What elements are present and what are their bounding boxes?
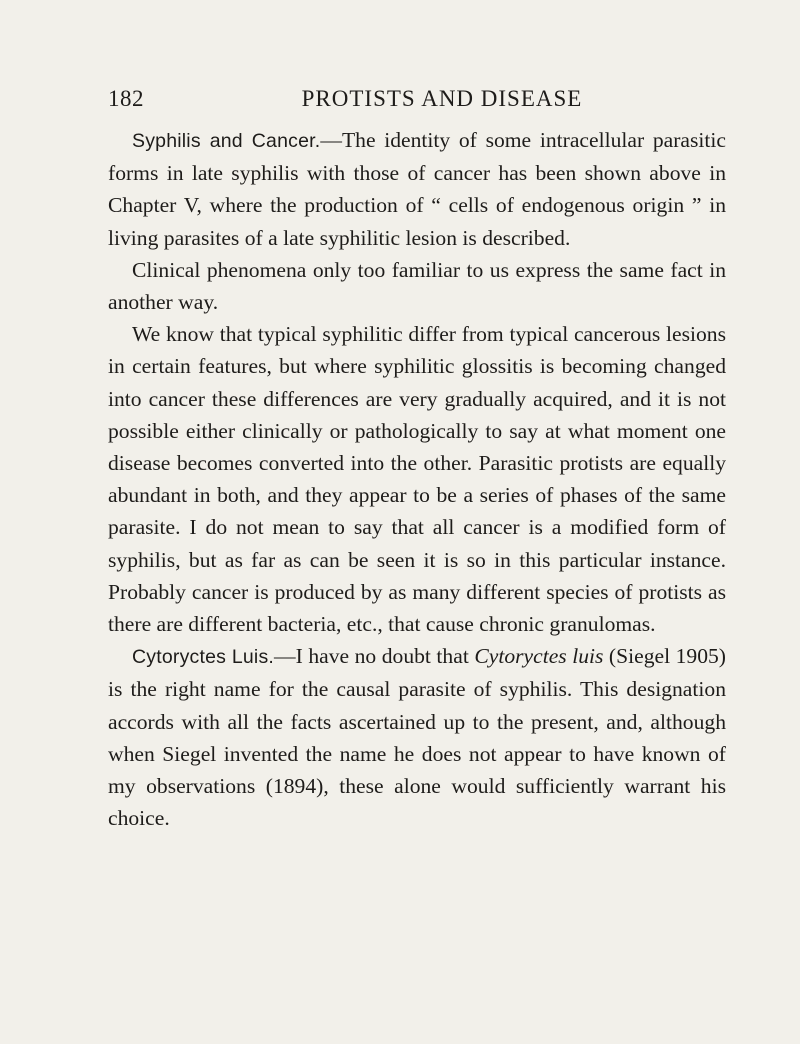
paragraph-text: (Siegel 1905) is the right name for the causal parasite of syphilis. This designation accords with all the facts ascertained up to the present, and, although when Siegel invented the name he does not appear to have known of my observations (1894), these alone would sufficiently warrant his choice. bbox=[108, 644, 726, 831]
paragraph-text: —The identity of some intracellular parasitic forms in late syphilis with those of cancer has been shown above in Chapter V, where the production of “ cells of endogenous origin ” in living parasites of a late syphilitic lesion is described. bbox=[108, 128, 726, 250]
body-text bbox=[108, 124, 726, 834]
paragraph-text: We know that typical syphilitic differ from typical cancerous lesions in certain features, but where syphilitic glossitis is becoming changed into cancer these differences are very gradually acquired, and it is not possible either clinically or pathologically to say at what moment one disease becomes converted into the other. Parasitic protists are equally abundant in both, and they appear to be a series of phases of the same parasite. I do not mean to say that all cancer is a modified form of syphilis, but as far as can be seen it is so in this particular instance. Probably cancer is produced by as many different species of protists as there are different bacteria, etc., that cause chronic granulomas. bbox=[108, 322, 726, 637]
page-header bbox=[108, 86, 724, 122]
paragraph-text: —I have no doubt that bbox=[274, 644, 475, 669]
running-title: PROTISTS AND DISEASE bbox=[301, 86, 583, 111]
section-heading-cytoryctes-luis: Cytoryctes Luis. bbox=[132, 646, 275, 669]
species-name: Cytoryctes luis bbox=[474, 644, 604, 669]
paragraph-syphilis-and-cancer bbox=[108, 124, 726, 254]
page-number: 182 bbox=[108, 86, 144, 111]
paragraph-clinical-phenomena bbox=[108, 254, 726, 318]
paragraph-text: Clinical phenomena only too familiar to us express the same fact in another way. bbox=[108, 257, 726, 315]
section-heading-syphilis-and-cancer: Syphilis and Cancer. bbox=[132, 130, 321, 152]
paragraph-cytoryctes-luis bbox=[108, 640, 726, 834]
paragraph-typical-lesions bbox=[108, 318, 726, 640]
